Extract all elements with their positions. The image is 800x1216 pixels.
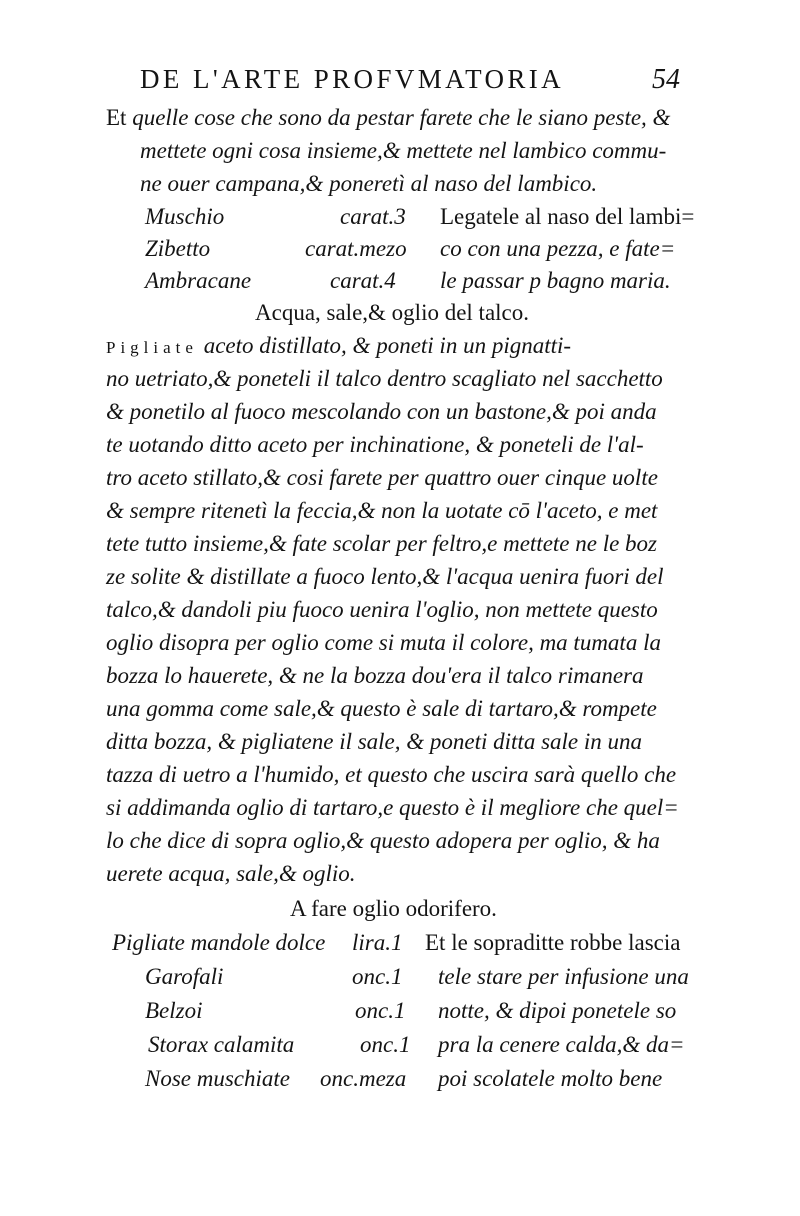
ingredient-name: Nose muschiate [145,1066,291,1091]
ingredient-name: Belzoi [145,998,203,1023]
ingredient-qty: onc.meza [320,1066,407,1091]
section1-line-15: si addimanda oglio di tartaro,e questo è il megliore che quel= [106,795,679,820]
ingredient-name: Garofali [145,964,224,989]
section1-line-16: lo che dice di sopra oglio,& questo adopera per oglio, & ha [106,828,660,853]
section1-line-11: bozza lo hauerete, & ne la bozza dou'era il talco rimanera [106,663,644,688]
section1-line-4: te uotando ditto aceto per inchinatione, & poneteli de l'al- [106,432,644,457]
ingredient-name: Ambracane [145,268,252,293]
instruction-line: Legatele al naso del lambi= [440,204,695,229]
section1-line-12: una gomma come sale,& questo è sale di tartaro,& rompete [106,696,657,721]
intro-text: quelle cose che sono da pestar farete che le siano peste, & [132,105,671,130]
ingredient-name: Storax calamita [148,1032,295,1057]
instruction-line: poi scolatele molto bene [438,1066,663,1091]
instruction-line: pra la cenere calda,& da= [438,1032,685,1057]
section1-line-13: ditta bozza, & pigliatene il sale, & poneti ditta sale in una [106,729,643,754]
ingredient-name: Muschio [145,204,225,229]
ingredient-name: Pigliate mandole dolce [112,930,326,955]
ingredient-qty: onc.1 [352,964,403,989]
section-heading: A fare oglio odorifero. [290,896,497,921]
ingredient-qty: carat.4 [330,268,396,293]
ingredient-qty: carat.mezo [305,236,407,261]
section1-line-10: oglio disopra per oglio come si muta il colore, ma tumata la [106,630,661,655]
section1-line-9: talco,& dandoli piu fuoco uenira l'oglio, non mettete questo [106,597,658,622]
section1-line-2: no uetriato,& poneteli il talco dentro scagliato nel sacchetto [106,366,663,391]
ingredient-qty: onc.1 [360,1032,411,1057]
instruction-line: notte, & dipoi ponetele so [438,998,677,1023]
section-heading: Acqua, sale,& oglio del talco. [255,300,530,325]
ingredient-qty: carat.3 [340,204,406,229]
intro-line-2: mettete ogni cosa insieme,& mettete nel lambico commu- [140,138,667,163]
section1-line-5: tro aceto stillato,& cosi farete per quattro ouer cinque uolte [106,465,658,490]
running-title: DE L'ARTE PROFVMATORIA [140,64,565,94]
section1-lead-word: Pigliate [106,338,198,357]
section1-line-8: ze solite & distillate a fuoco lento,& l'acqua uenira fuori del [106,564,664,589]
section1-line-3: & ponetilo al fuoco mescolando con un bastone,& poi anda [106,399,657,424]
section1-line-6: & sempre ritenetì la feccia,& non la uotate cō l'aceto, e met [106,498,658,523]
instruction-line: tele stare per infusione una [438,964,689,989]
section1-line-17: uerete acqua, sale,& oglio. [106,861,356,886]
instruction-line: Et le sopraditte robbe lascia [425,930,681,955]
intro-lead-word: Et [106,105,127,130]
ingredient-qty: onc.1 [355,998,406,1023]
ingredient-qty: lira.1 [352,930,403,955]
intro-line-1 [106,103,670,133]
section1-text: aceto distillato, & poneti in un pignatti- [203,333,572,358]
instruction-line: le passar p bagno maria. [440,268,671,293]
intro-line-3: ne ouer campana,& poneretì al naso del lambico. [140,171,598,196]
section1-line-14: tazza di uetro a l'humido, et questo che uscira sarà quello che [106,762,677,787]
ingredient-name: Zibetto [145,236,211,261]
section1-line-1 [106,331,571,363]
running-header [140,64,680,104]
instruction-line: co con una pezza, e fate= [440,236,676,261]
section1-line-7: tete tutto insieme,& fate scolar per feltro,e mettete ne le boz [106,531,658,556]
page-number: 54 [652,64,680,95]
